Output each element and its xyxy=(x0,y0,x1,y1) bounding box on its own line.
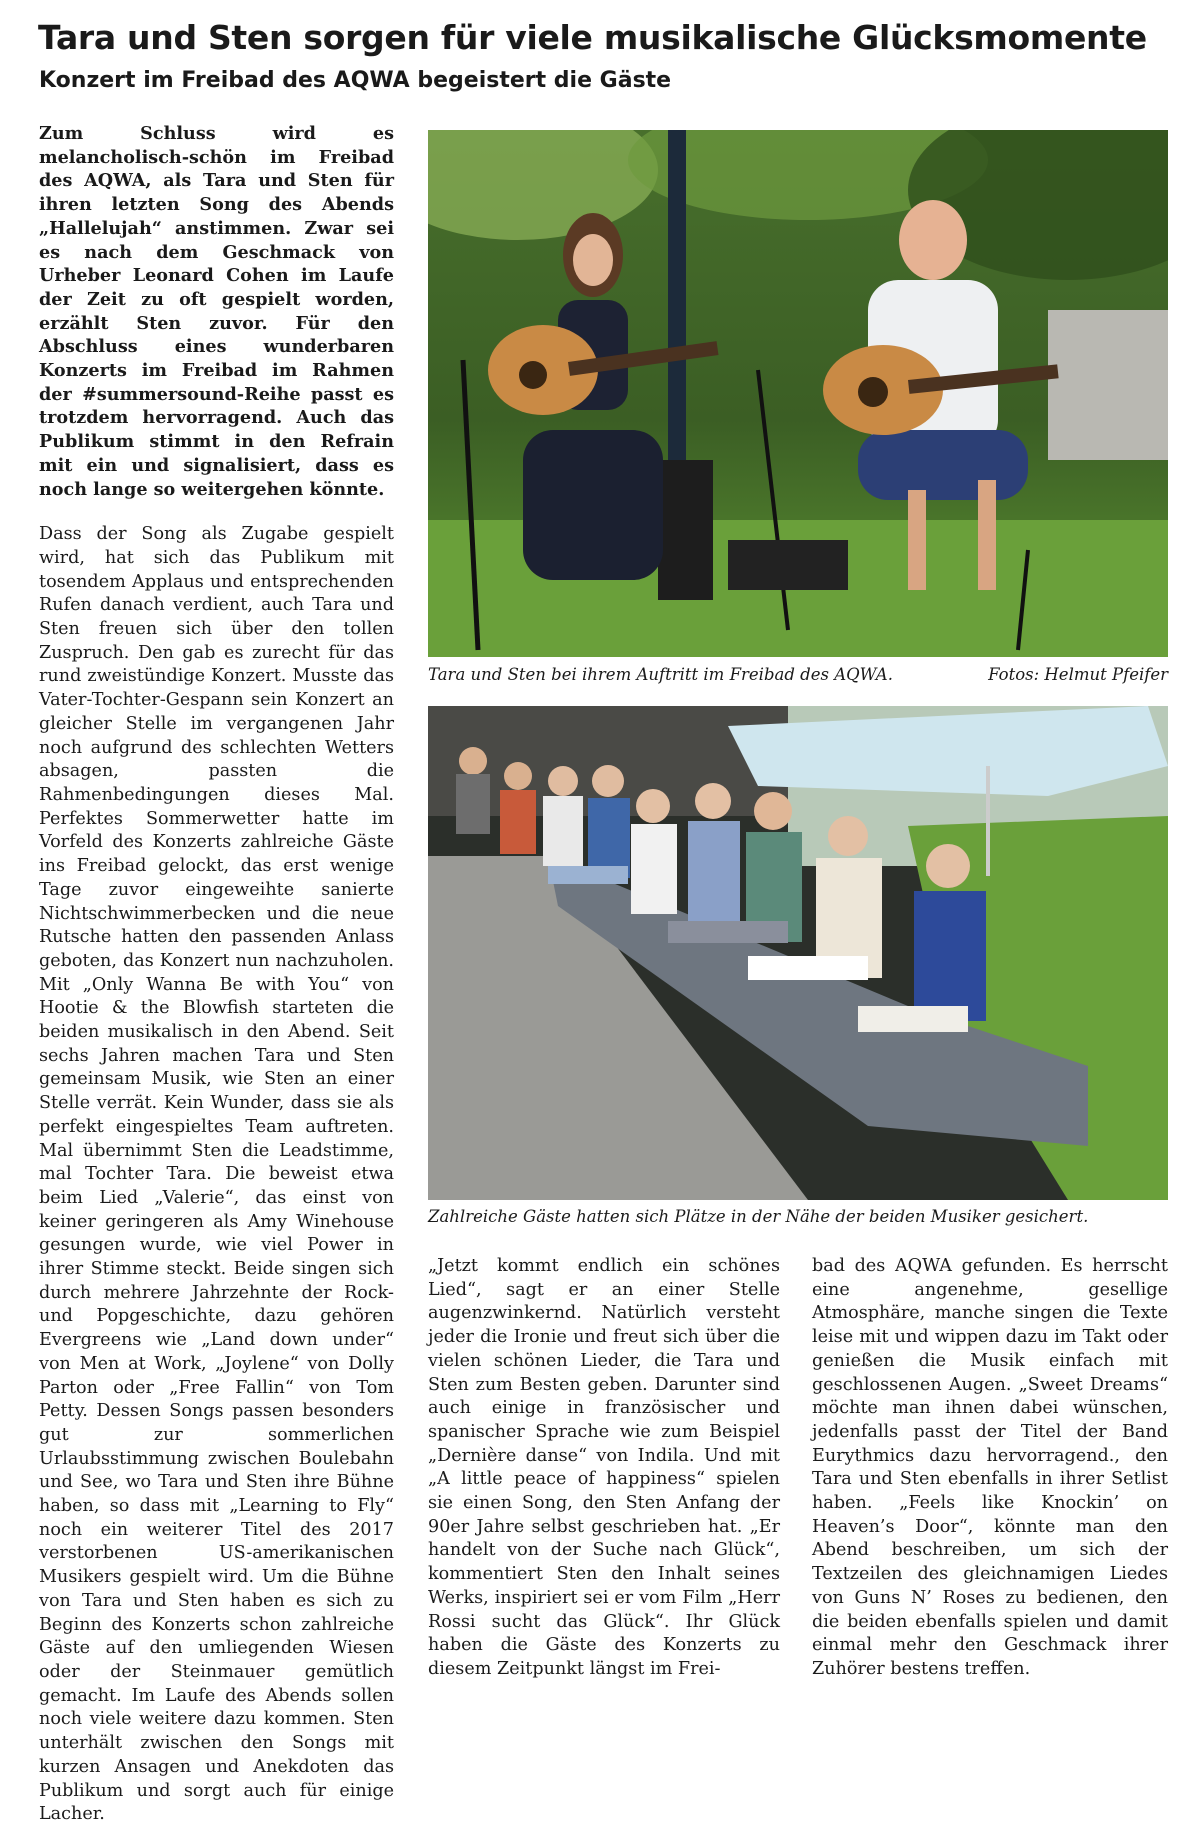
body-paragraph-1: Dass der Song als Zugabe gespielt wird, hat sich das Publikum mit tosendem Applaus und entsprechenden Rufen danach verdient, auch Tara und Sten freuen sich über den tollen Zuspruch. Den gab es zurecht für das rund zweistündige Konzert. Musste das Vater-Tochter-Gespann sein Konzert an gleicher Stelle im vergangenen Jahr noch aufgrund des schlechten Wetters absagen, passten die Rahmenbedingungen dieses Mal. Perfektes Sommerwetter hatte im Vorfeld des Konzerts zahlreiche Gäste ins Freibad gelockt, das erst wenige Tage zuvor eingeweihte sanierte Nichtschwimmerbecken und die neue Rutsche hatten den passenden Anlass geboten, das Konzert nun nachzuholen. Mit „Only Wanna Be with You“ von Hootie & the Blowfish starteten die beiden musikalisch in den Abend. Seit sechs Jahren machen Tara und Sten gemeinsam Musik, wie Sten an einer Stelle verrät. Kein Wunder, dass sie als perfekt eingespieltes Team auftreten. Mal übernimmt Sten die Leadstimme, mal Tochter Tara. Die beweist etwa beim Lied „Valerie“, das einst von keiner geringeren als Amy Winehouse gesungen wurde, wie viel Power in ihrer Stimme steckt. Beide singen sich durch mehrere Jahrzehnte der Rock- und Popgeschichte, dazu gehören Evergreens wie „Land down under“ von Men at Work, „Joylene“ von Dolly Parton oder „Free Fallin“ von Tom Petty. Dessen Songs passen besonders gut zur sommerlichen Urlaubsstimmung zwischen Boulebahn und See, wo Tara und Sten ihre Bühne haben, so dass mit „Learning to Fly“ noch ein weiterer Titel des 2017 verstorbenen US-amerikanischen Musikers gespielt wird. Um die Bühne von Tara und Sten haben es sich zu Beginn des Konzerts schon zahlreiche Gäste auf den umliegenden Wiesen oder der Steinmauer gemütlich gemacht. Im Laufe des Abends sollen noch viele weitere dazu kommen. Sten unterhält zwischen den Songs mit kurzen Ansagen und Anekdoten das Publikum und sorgt auch für einige Lacher. xyxy=(39,524,394,1825)
column-2 xyxy=(428,1255,780,1682)
photo1-caption: Tara und Sten bei ihrem Auftritt im Freibad des AQWA. xyxy=(428,665,893,684)
musicians-illustration xyxy=(428,130,1168,657)
column-1 xyxy=(39,122,394,1827)
photo2-caption: Zahlreiche Gäste hatten sich Plätze in der Nähe der beiden Musiker gesichert. xyxy=(428,1207,1089,1226)
lead-paragraph: Zum Schluss wird es melancholisch-schön im Freibad des AQWA, als Tara und Sten für ihren letzten Song des Abends „Hallelujah“ anstimmen. Zwar sei es nach dem Geschmack von Urheber Leonard Cohen im Laufe der Zeit zu oft gespielt worden, erzählt Sten zuvor. Für den Abschluss eines wunderbaren Konzerts im Freibad im Rahmen der #summersound-Reihe passt es trotzdem hervorragend. Auch das Publikum stimmt in den Refrain mit ein und signalisiert, dass es noch lange so weitergehen könnte. xyxy=(39,123,394,500)
photo-musicians xyxy=(428,130,1168,657)
column-3 xyxy=(812,1255,1168,1682)
subheadline: Konzert im Freibad des AQWA begeistert die Gäste xyxy=(39,68,672,93)
body-paragraph-2: „Jetzt kommt endlich ein schönes Lied“, sagt er an einer Stelle augenzwinkernd. Natürlich versteht jeder die Ironie und freut sich über die vielen schönen Lieder, die Tara und Sten zum Besten geben. Darunter sind auch einige in französischer und spanischer Sprache wie zum Beispiel „Dernière danse“ von Indila. Und mit „A little peace of happiness“ spielen sie einen Song, den Sten Anfang der 90er Jahre selbst geschrieben hat. „Er handelt von der Suche nach Glück“, kommentiert Sten den Inhalt seines Werks, inspiriert sei er vom Film „Herr Rossi sucht das Glück“. Ihr Glück haben die Gäste des Konzerts zu diesem Zeitpunkt längst im Frei- xyxy=(428,1256,780,1679)
audience-illustration xyxy=(428,706,1168,1200)
photo-credit: Fotos: Helmut Pfeifer xyxy=(988,665,1168,684)
body-paragraph-3: bad des AQWA gefunden. Es herrscht eine angenehme, gesellige Atmosphäre, manche singen die Texte leise mit und wippen dazu im Takt oder genießen die Musik einfach mit geschlossenen Augen. „Sweet Dreams“ möchte man ihnen dabei wünschen, jedenfalls passt der Titel der Band Eurythmics dazu hervorragend., den Tara und Sten ebenfalls in ihrer Setlist haben. „Feels like Knockin’ on Heaven’s Door“, könnte man den Abend beschreiben, um sich der Textzeilen des gleichnamigen Liedes von Guns N’ Roses zu bedienen, den die beiden ebenfalls spielen und damit einmal mehr den Geschmack ihrer Zuhörer bestens treffen. xyxy=(812,1256,1168,1679)
photo-audience xyxy=(428,706,1168,1200)
headline: Tara und Sten sorgen für viele musikalische Glücksmomente xyxy=(38,18,1147,57)
